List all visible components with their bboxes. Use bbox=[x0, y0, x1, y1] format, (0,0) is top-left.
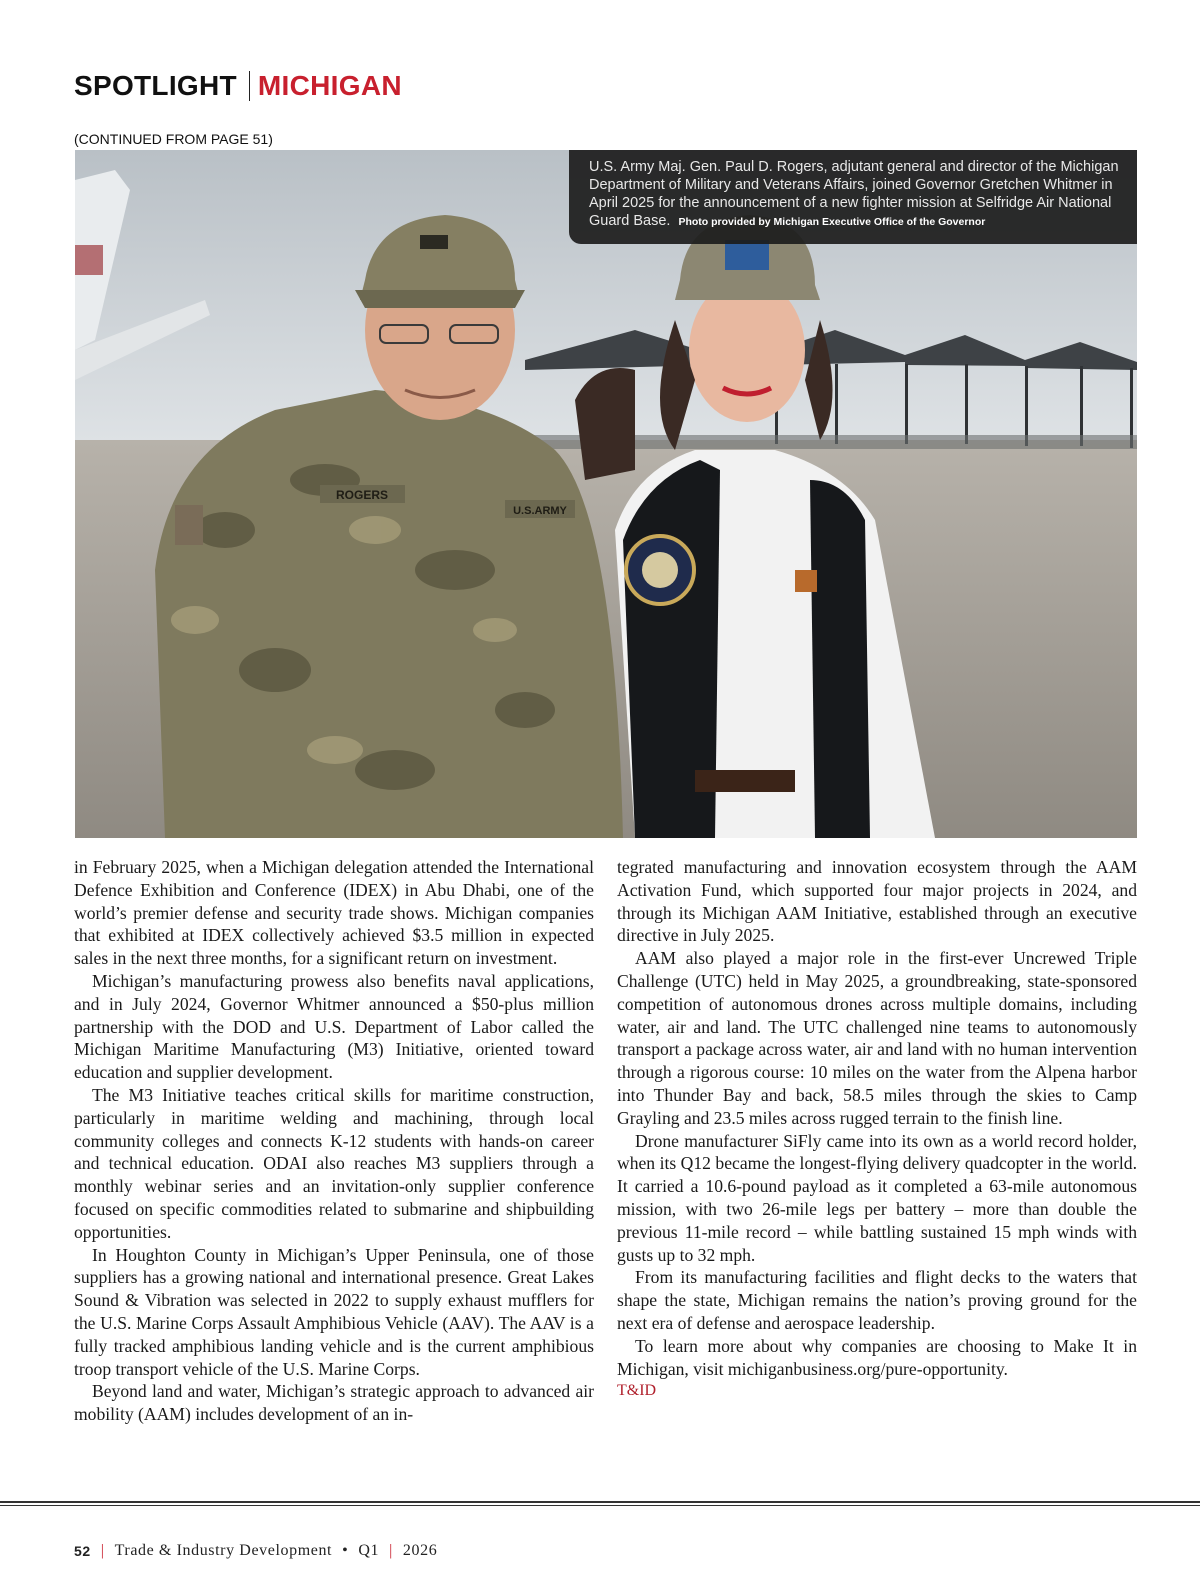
end-mark: T&ID bbox=[617, 1382, 657, 1400]
footer-bullet: • bbox=[342, 1542, 349, 1559]
article-column-right bbox=[617, 856, 1137, 1403]
footer-divider-2: | bbox=[389, 1542, 393, 1559]
photo-illustration bbox=[75, 150, 1137, 838]
name-tape: ROGERS bbox=[335, 488, 389, 502]
continued-note: (CONTINUED FROM PAGE 51) bbox=[74, 131, 273, 147]
right-paragraph-5: To learn more about why companies are choosing to Make It in Michigan, visit michiganbusiness.org/pure-opportunity. bbox=[617, 1335, 1137, 1379]
article-column-left bbox=[74, 856, 594, 1426]
left-paragraph-1: in February 2025, when a Michigan delegation attended the International Defence Exhibition and Conference (IDEX) in Abu Dhabi, one of the world’s premier defense and security trade shows. Michigan companies that exhibited at IDEX collectively achieved $3.5 million in expected sales in the next three months, for a significant return on investment. bbox=[74, 857, 594, 969]
feature-photo bbox=[75, 150, 1137, 838]
right-paragraph-1: tegrated manufacturing and innovation ecosystem through the AAM Activation Fund, which supported four major projects in 2024, and through its Michigan AAM Initiative, established through an executive directive in July 2025. bbox=[617, 857, 1137, 946]
footer-divider: | bbox=[100, 1542, 105, 1559]
left-paragraph-3: The M3 Initiative teaches critical skills for maritime construction, particularly in maritime welding and machining, through local community colleges and connects K-12 students with hands-on career and technical education. ODAI also reaches M3 suppliers through a monthly webinar series and an invitation-only supplier conference focused on specific commodities related to submarine and shipbuilding opportunities. bbox=[74, 1084, 594, 1242]
photo-caption bbox=[569, 150, 1137, 244]
footer-rule bbox=[0, 1501, 1200, 1503]
footer-rule-thin bbox=[0, 1505, 1200, 1506]
page-header bbox=[74, 70, 402, 102]
issue-label: Q1 bbox=[358, 1542, 380, 1559]
right-paragraph-2: AAM also played a major role in the first-ever Uncrewed Triple Challenge (UTC) held in May 2025, a groundbreaking, state-sponsored competition of autonomous drones across multiple domains, including water, air and land. The UTC challenged nine teams to autonomously transport a package across water, air and land with no human intervention through a rigorous course: 10 miles on the water from the Alpena harbor into Thunder Bay and back, 58.5 miles through the skies to Camp Grayling and 23.5 miles across rugged terrain to the finish line. bbox=[617, 948, 1137, 1128]
branch-tape: U.S.ARMY bbox=[513, 505, 567, 517]
right-paragraph-4: From its manufacturing facilities and flight decks to the waters that shape the state, Michigan remains the nation’s proving ground for the next era of defense and aerospace leadership. bbox=[617, 1267, 1137, 1333]
left-paragraph-4: In Houghton County in Michigan’s Upper Peninsula, one of those suppliers has a growing national and international presence. Great Lakes Sound & Vibration was selected in 2022 to supply exhaust mufflers for the U.S. Marine Corps Assault Amphibious Vehicle (AAV). The AAV is a fully tracked amphibious landing vehicle and is the current amphibious troop transport vehicle of the U.S. Marine Corps. bbox=[74, 1244, 594, 1379]
page-number: 52 bbox=[74, 1543, 91, 1559]
left-paragraph-5: Beyond land and water, Michigan’s strategic approach to advanced air mobility (AAM) includes development of an in- bbox=[74, 1381, 594, 1425]
left-paragraph-2: Michigan’s manufacturing prowess also benefits naval applications, and in July 2024, Governor Whitmer announced a $50-plus million partnership with the DOD and U.S. Department of Labor called the Michigan Maritime Manufacturing (M3) Initiative, oriented toward education and supplier development. bbox=[74, 970, 594, 1083]
issue-year: 2026 bbox=[402, 1542, 438, 1559]
header-section: MICHIGAN bbox=[257, 70, 402, 101]
caption-text: U.S. Army Maj. Gen. Paul D. Rogers, adjutant general and director of the Michigan Department of Military and Veterans Affairs, joined Governor Gretchen Whitmer in April 2025 for the announcement of a new fighter mission at Selfridge Air National Guard Base. bbox=[589, 159, 1119, 229]
right-paragraph-3: Drone manufacturer SiFly came into its own as a world record holder, when its Q12 became the longest-flying delivery quadcopter in the world. It carried a 10.6-pound payload as it completed a 63-mile autonomous mission, with two 26-mile legs per battery – more than double the previous 11-mile record – while battling sustained 15 mph winds with gusts up to 32 mph. bbox=[617, 1130, 1137, 1265]
header-kicker: SPOTLIGHT bbox=[74, 70, 237, 101]
header-divider bbox=[249, 71, 250, 101]
publication-name: Trade & Industry Development bbox=[114, 1542, 333, 1559]
page-footer bbox=[74, 1542, 437, 1560]
photo-credit: Photo provided by Michigan Executive Office of the Governor bbox=[678, 216, 986, 228]
